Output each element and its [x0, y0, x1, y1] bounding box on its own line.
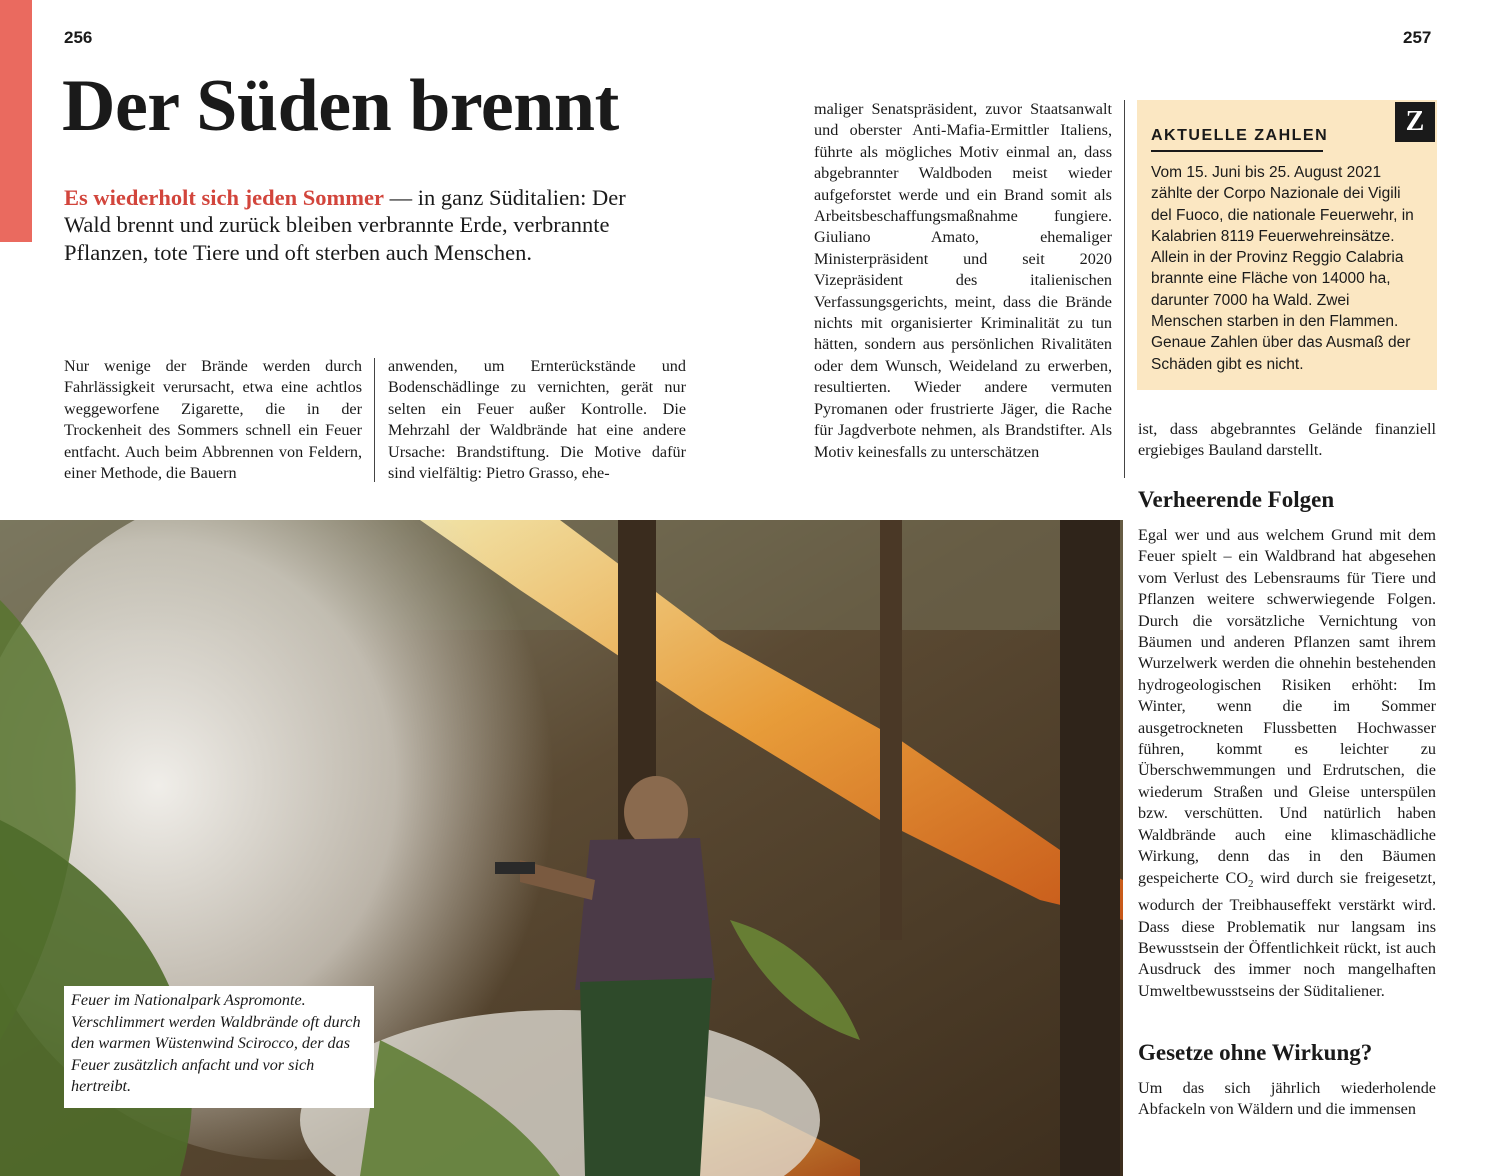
column-4-top-text: ist, dass abgebranntes Gelände finanziell ergiebiges Bauland darstellt. [1138, 420, 1436, 460]
text-column-4-top [1138, 419, 1436, 462]
section-1-text: Egal wer und aus welchem Grund mit dem Feuer spielt – ein Waldbrand hat abgesehen vom Verlust des Lebensraums für Tiere und Pflanzen weitere schwerwiegende Folgen. Durch die vorsätzliche Vernichtung von Bäumen und anderen Pflanzen samt ihrem Wurzelwerk werden die ohnehin bestehenden hydrogeologischen Risiken erhöht: Im Winter, wenn die im Sommer ausgetrockneten Flussbetten Hochwasser führen, kommt es leichter zu Überschwemmungen und Erdrutschen, die wiederum Straßen und Gleise unterspülen bzw. verschütten. Und natürlich haben Waldbrände auch eine klimaschädliche Wirkung, denn das in den Bäumen gespeicherte CO [1138, 526, 1436, 887]
page-number-left: 256 [64, 28, 93, 47]
column-3-text: maliger Senatspräsident, zuvor Staatsanwalt und oberster Anti-Mafia-Ermittler Italiens, führte als mögliches Motiv einmal an, dass abgebrannter Waldboden meist wieder aufgeforstet werde und ein Brand somit als Arbeitsbeschaffungsmaßnahme fungiere. Giuliano Amato, ehemaliger Ministerpräsident und seit 2020 Vizepräsident des italienischen Verfassungsgerichts, meint, dass die Brände nichts mit organisierter Kriminalität zu tun hätten, sondern aus persönlichen Rivalitäten oder dem Wunsch, Weideland zu erwerben, resultierten. Wieder andere vermuten Pyromanen oder frustrierte Jäger, die Rache für Jagdverbote nehmen, als Brandstifter. Als Motiv keinesfalls zu unterschätzen [814, 100, 1112, 461]
text-column-1 [64, 356, 362, 484]
lead-text: — in ganz Süditalien: Der Wald brennt und zurück bleiben verbrannte Erde, verbrannte Pflanzen, tote Tiere und oft sterben auch Menschen. [64, 185, 626, 265]
column-divider-right [1124, 100, 1125, 478]
lead-highlight: Es wiederholt sich jeden Sommer [64, 185, 384, 210]
section-1-text-continued: wird durch sie freigesetzt, wodurch der Treibhauseffekt verstärkt wird. Dass diese Problematik nur langsam ins Bewusstsein der Öffentlichkeit rückt, ist auch Ausdruck des immer noch mangelhaften Umweltbewusstseins der Süditaliener. [1138, 868, 1436, 1000]
column-1-text: Nur wenige der Brände werden durch Fahrlässigkeit verursacht, etwa eine achtlos weggeworfene Zigarette, die in der Trockenheit des Sommers schnell ein Feuer entfacht. Auch beim Abbrennen von Feldern, einer Methode, die Bauern [64, 357, 362, 483]
co2-subscript: 2 [1248, 877, 1254, 890]
column-divider [374, 358, 375, 482]
section-2-text: Um das sich jährlich wiederholende Abfackeln von Wäldern und die immensen [1138, 1079, 1436, 1119]
text-column-3 [814, 99, 1112, 463]
info-box-underline [1151, 150, 1323, 152]
accent-bar [0, 0, 32, 242]
text-column-2 [388, 356, 686, 484]
page-number-right: 257 [1403, 28, 1432, 47]
info-box-title: AKTUELLE ZAHLEN [1151, 127, 1329, 144]
section-2-body [1138, 1078, 1436, 1121]
z-badge-icon: Z [1395, 102, 1435, 142]
info-box-text: Vom 15. Juni bis 25. August 2021 zählte der Corpo Nazionale dei Vigili del Fuoco, die nationale Feuerwehr, in Kalabrien 8119 Feuerwehreinsätze. Allein in der Provinz Reggio Calabria brannte eine Fläche von 14000 ha, darunter 7000 ha Wald. Zwei Menschen starben in den Flammen. Genaue Zahlen über das Ausmaß der Schäden gibt es nicht. [1151, 164, 1414, 373]
article-title: Der Süden brennt [62, 65, 619, 147]
section-heading-verheerende-folgen: Verheerende Folgen [1138, 487, 1335, 512]
photo-caption: Feuer im Nationalpark Aspromonte. Verschlimmert werden Waldbrände oft durch den warmen Wüstenwind Scirocco, der das Feuer zusätzlich anfacht und vor sich hertreibt. [64, 986, 374, 1108]
section-1-body [1138, 525, 1436, 1002]
lead-paragraph [64, 184, 674, 266]
column-2-text: anwenden, um Ernterückstände und Bodenschädlinge zu vernichten, gerät nur selten ein Feuer außer Kontrolle. Die Mehrzahl der Waldbrände hat eine andere Ursache: Brandstiftung. Die Motive dafür sind vielfältig: Pietro Grasso, ehe- [388, 357, 686, 483]
section-heading-gesetze-ohne-wirkung: Gesetze ohne Wirkung? [1138, 1040, 1373, 1065]
